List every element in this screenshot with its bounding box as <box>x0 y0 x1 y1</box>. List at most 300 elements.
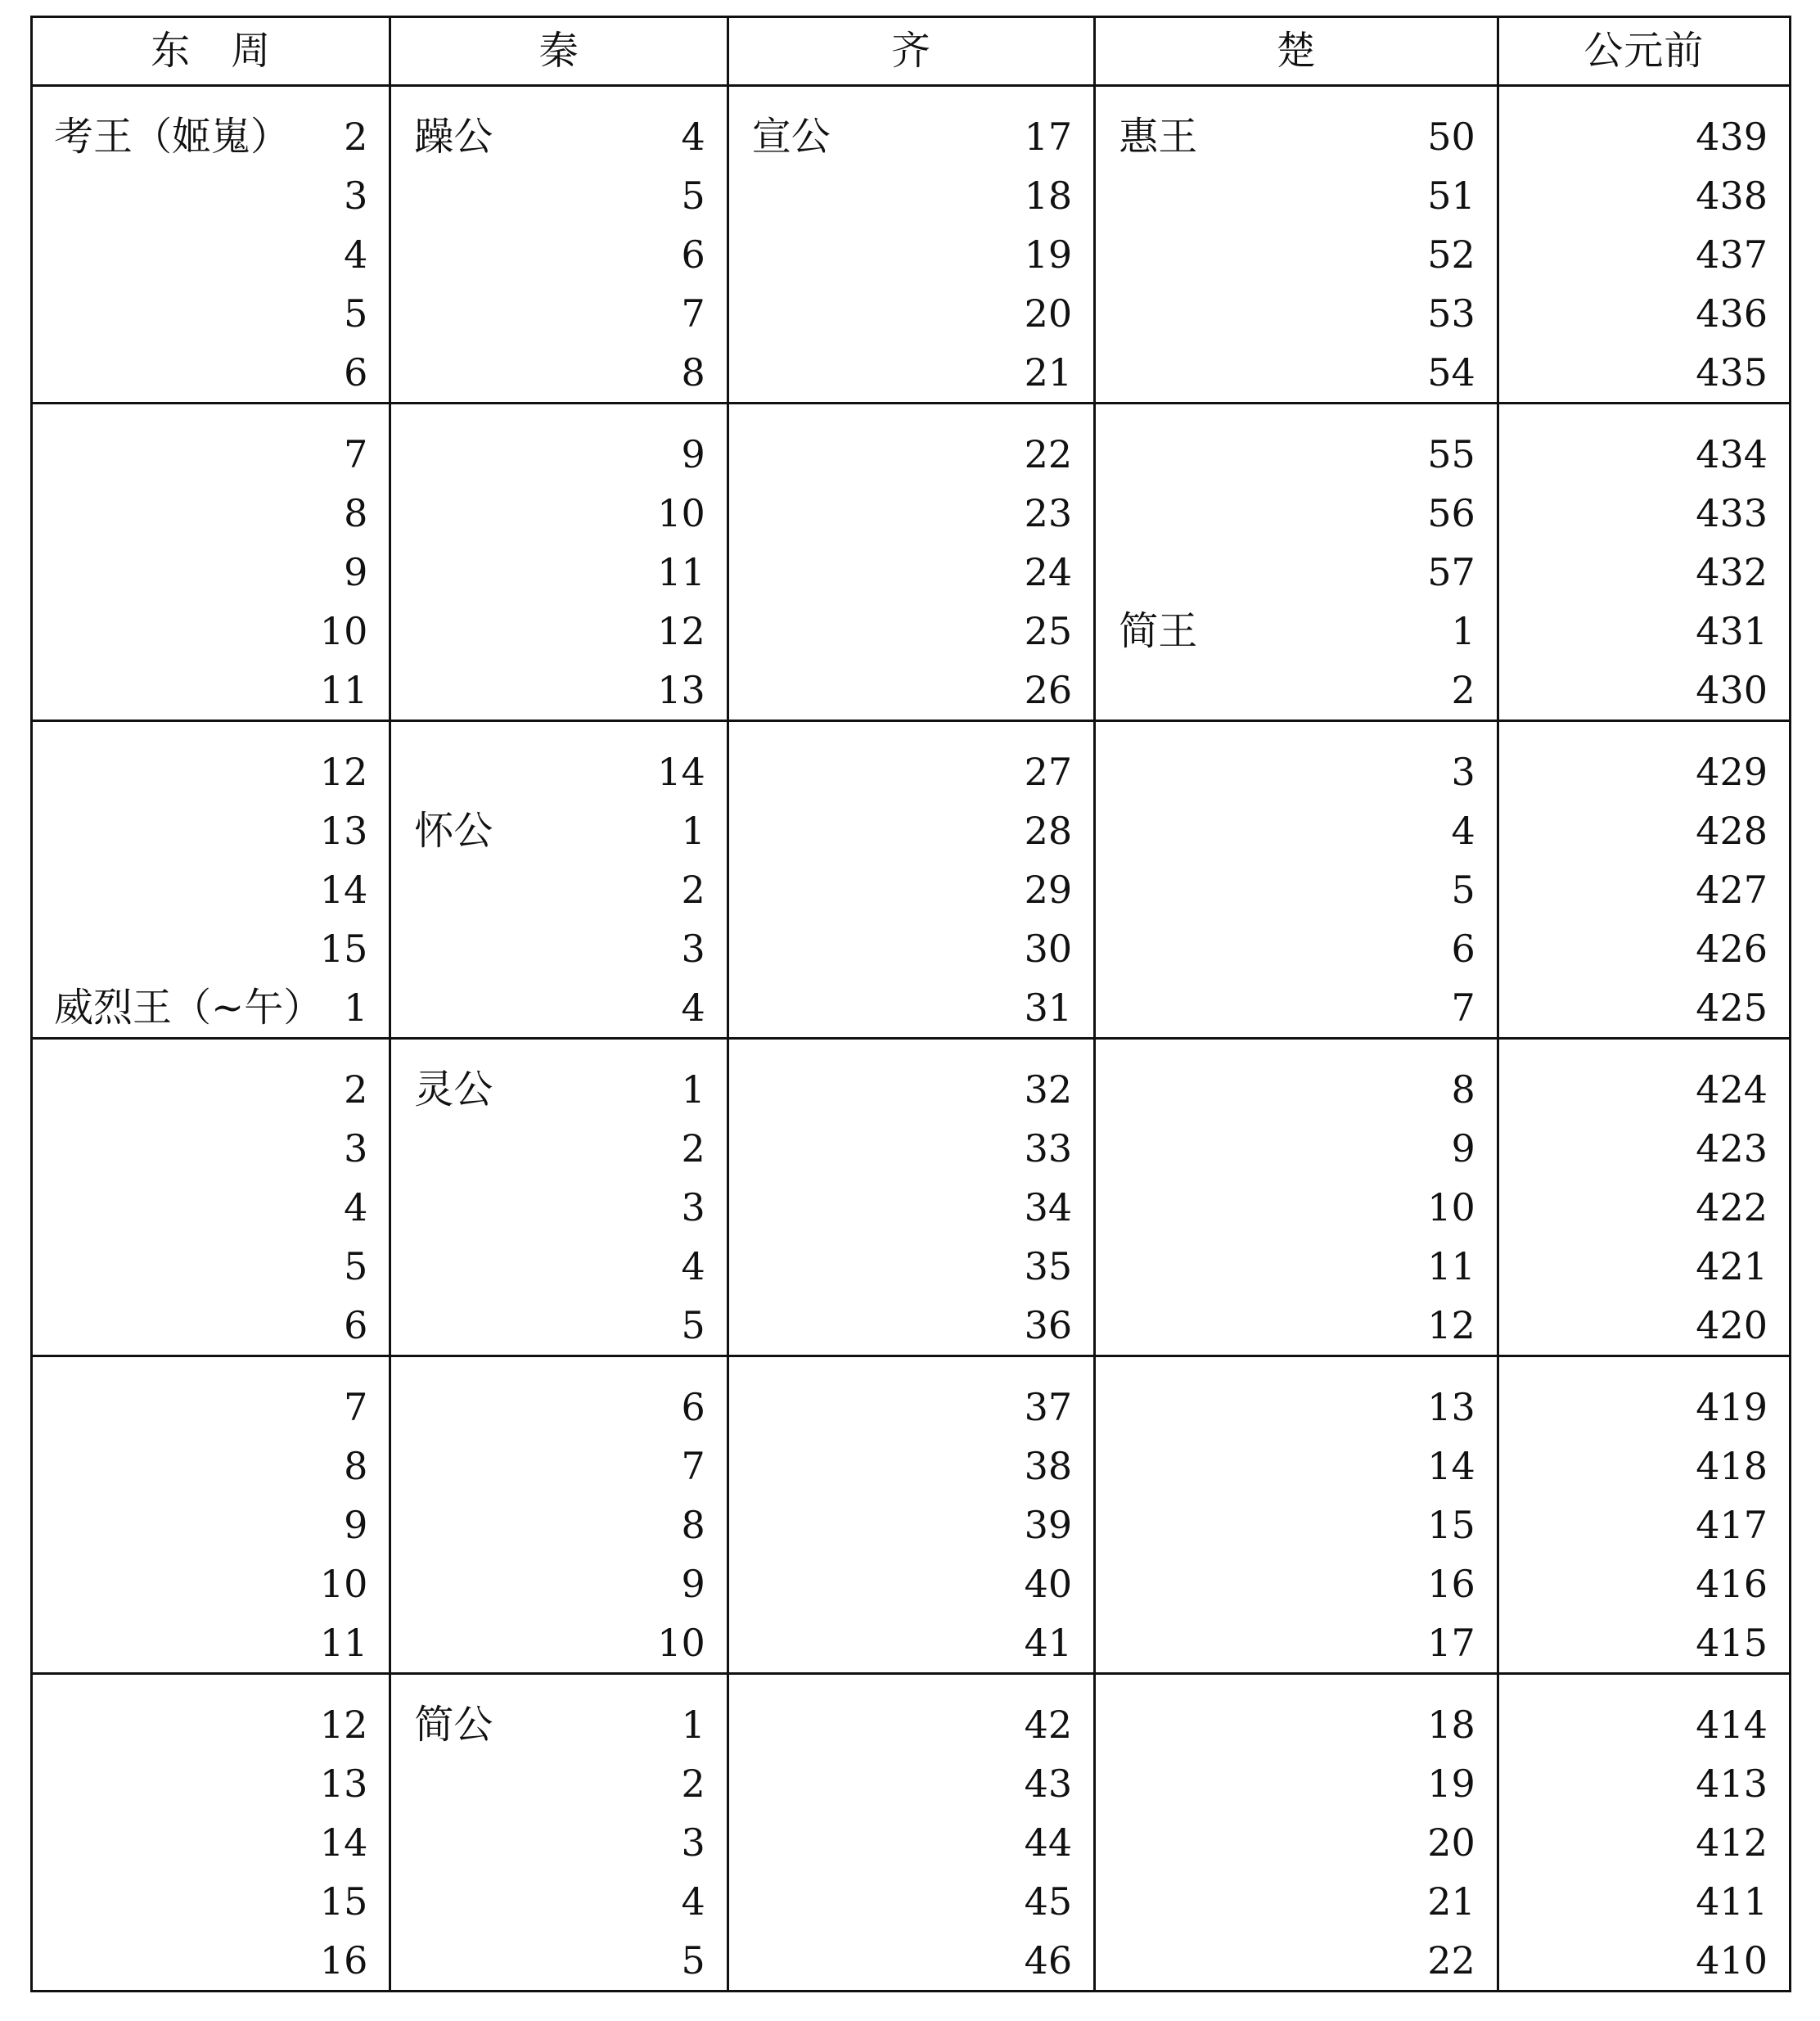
qin-entry <box>391 801 726 860</box>
qin-reign-year: 3 <box>681 1185 705 1229</box>
year-column-cell <box>1498 1674 1790 1992</box>
zhou-entry <box>33 1754 389 1813</box>
qi-column-cell <box>728 1039 1094 1356</box>
zhou-entry <box>33 107 389 166</box>
zhou-reign-year: 6 <box>344 350 368 395</box>
zhou-reign-year: 7 <box>344 432 368 476</box>
qin-entry <box>391 661 726 720</box>
header-qi: 齐 <box>728 17 1094 86</box>
zhou-reign-year: 5 <box>344 1244 368 1288</box>
zhou-entry <box>33 1554 389 1613</box>
qin-reign-year: 1 <box>681 1067 705 1112</box>
chu-reign-year: 56 <box>1427 491 1475 535</box>
chu-reign-year: 19 <box>1427 1762 1475 1806</box>
bce-year-value: 420 <box>1696 1303 1768 1347</box>
qi-reign-year: 33 <box>1024 1126 1073 1171</box>
chu-reign-year: 9 <box>1451 1126 1475 1171</box>
bce-year-value: 410 <box>1696 1938 1768 1983</box>
year-entry <box>1499 1495 1789 1554</box>
chu-entry <box>1096 1695 1497 1754</box>
qin-reign-year: 1 <box>681 809 705 853</box>
chu-ruler-name: 惠王 <box>1119 114 1198 160</box>
qi-entry <box>729 1060 1093 1119</box>
qin-reign-year: 4 <box>681 115 705 159</box>
bce-year-value: 438 <box>1696 174 1768 218</box>
qi-entry <box>729 1237 1093 1296</box>
year-entry <box>1499 1613 1789 1672</box>
qin-entry <box>391 343 726 402</box>
zhou-reign-year: 5 <box>344 291 368 336</box>
year-entry <box>1499 860 1789 919</box>
chu-column-cell <box>1095 86 1498 404</box>
bce-year-value: 418 <box>1696 1444 1768 1488</box>
chu-entry <box>1096 1754 1497 1813</box>
chu-entry <box>1096 1813 1497 1872</box>
chu-entry <box>1096 919 1497 978</box>
zhou-entry <box>33 1119 389 1178</box>
qi-reign-year: 38 <box>1024 1444 1073 1488</box>
qin-entry <box>391 1613 726 1672</box>
year-entry <box>1499 1296 1789 1355</box>
qi-entry <box>729 1695 1093 1754</box>
qi-reign-year: 25 <box>1024 609 1073 653</box>
qi-column-cell <box>728 1356 1094 1674</box>
qin-reign-year: 9 <box>681 1562 705 1606</box>
year-entry <box>1499 1119 1789 1178</box>
qin-reign-year: 2 <box>681 868 705 912</box>
chu-column-cell <box>1095 1039 1498 1356</box>
zhou-reign-year: 10 <box>319 609 368 653</box>
table-group-row <box>32 1674 1791 1992</box>
year-entry <box>1499 1695 1789 1754</box>
qi-entry <box>729 484 1093 543</box>
zhou-reign-year: 14 <box>319 1820 368 1865</box>
zhou-reign-year: 13 <box>319 809 368 853</box>
zhou-entry <box>33 543 389 602</box>
zhou-entry <box>33 1060 389 1119</box>
qi-reign-year: 17 <box>1024 115 1073 159</box>
bce-year-value: 414 <box>1696 1703 1768 1747</box>
year-entry <box>1499 919 1789 978</box>
bce-year-value: 427 <box>1696 868 1768 912</box>
qin-entry <box>391 1495 726 1554</box>
qi-column-cell <box>728 404 1094 721</box>
qin-reign-year: 4 <box>681 1244 705 1288</box>
zhou-reign-year: 11 <box>319 1621 368 1665</box>
zhou-entry <box>33 343 389 402</box>
chu-entry <box>1096 1437 1497 1495</box>
qin-reign-year: 5 <box>681 1303 705 1347</box>
zhou-reign-year: 4 <box>344 1185 368 1229</box>
zhou-reign-year: 14 <box>319 868 368 912</box>
bce-year-value: 424 <box>1696 1067 1768 1112</box>
qin-ruler-name: 简公 <box>414 1702 493 1748</box>
chu-entry <box>1096 1872 1497 1931</box>
zhou-entry <box>33 978 389 1037</box>
year-entry <box>1499 1872 1789 1931</box>
chu-reign-year: 8 <box>1451 1067 1475 1112</box>
qi-reign-year: 24 <box>1024 550 1073 594</box>
chu-column-cell <box>1095 1674 1498 1992</box>
qin-entry <box>391 1178 726 1237</box>
qi-reign-year: 32 <box>1024 1067 1073 1112</box>
qin-entry <box>391 1695 726 1754</box>
zhou-entry <box>33 1178 389 1237</box>
qin-reign-year: 10 <box>657 491 705 535</box>
qi-reign-year: 28 <box>1024 809 1073 853</box>
qin-entry <box>391 1813 726 1872</box>
qin-reign-year: 3 <box>681 927 705 971</box>
chu-column-cell <box>1095 404 1498 721</box>
qin-reign-year: 5 <box>681 174 705 218</box>
year-entry <box>1499 1060 1789 1119</box>
zhou-column-cell <box>32 721 390 1039</box>
qin-entry <box>391 543 726 602</box>
qi-reign-year: 26 <box>1024 668 1073 712</box>
chu-entry <box>1096 1237 1497 1296</box>
year-entry <box>1499 284 1789 343</box>
zhou-entry <box>33 425 389 484</box>
qin-reign-year: 5 <box>681 1938 705 1983</box>
qin-entry <box>391 425 726 484</box>
zhou-entry <box>33 1813 389 1872</box>
zhou-entry <box>33 661 389 720</box>
bce-year-value: 415 <box>1696 1621 1768 1665</box>
chu-reign-year: 5 <box>1451 868 1475 912</box>
chu-entry <box>1096 543 1497 602</box>
qi-reign-year: 44 <box>1024 1820 1073 1865</box>
qi-entry <box>729 860 1093 919</box>
chu-entry <box>1096 801 1497 860</box>
zhou-entry <box>33 1931 389 1990</box>
year-entry <box>1499 801 1789 860</box>
qi-entry <box>729 742 1093 801</box>
qi-column-cell <box>728 86 1094 404</box>
chu-reign-year: 7 <box>1451 986 1475 1030</box>
year-column-cell <box>1498 1356 1790 1674</box>
qi-reign-year: 30 <box>1024 927 1073 971</box>
qin-entry <box>391 284 726 343</box>
zhou-reign-year: 4 <box>344 232 368 277</box>
bce-year-value: 416 <box>1696 1562 1768 1606</box>
chu-reign-year: 10 <box>1427 1185 1475 1229</box>
zhou-reign-year: 1 <box>344 986 368 1030</box>
chu-entry <box>1096 225 1497 284</box>
year-column-cell <box>1498 86 1790 404</box>
year-entry <box>1499 602 1789 661</box>
year-entry <box>1499 1378 1789 1437</box>
year-entry <box>1499 1754 1789 1813</box>
chu-entry <box>1096 978 1497 1037</box>
table-group-row <box>32 1356 1791 1674</box>
chu-reign-year: 50 <box>1427 115 1475 159</box>
chu-entry <box>1096 284 1497 343</box>
chu-reign-year: 18 <box>1427 1703 1475 1747</box>
zhou-entry <box>33 1495 389 1554</box>
chu-entry <box>1096 860 1497 919</box>
qin-ruler-name: 怀公 <box>414 808 493 854</box>
qi-entry <box>729 1872 1093 1931</box>
chu-reign-year: 2 <box>1451 668 1475 712</box>
chu-entry <box>1096 425 1497 484</box>
zhou-reign-year: 13 <box>319 1762 368 1806</box>
table-group-row <box>32 404 1791 721</box>
qi-entry <box>729 543 1093 602</box>
zhou-reign-year: 7 <box>344 1385 368 1429</box>
zhou-reign-year: 9 <box>344 550 368 594</box>
qi-entry <box>729 225 1093 284</box>
chu-entry <box>1096 1060 1497 1119</box>
zhou-column-cell <box>32 1039 390 1356</box>
bce-year-value: 435 <box>1696 350 1768 395</box>
qi-entry <box>729 1178 1093 1237</box>
chu-reign-year: 6 <box>1451 927 1475 971</box>
year-entry <box>1499 543 1789 602</box>
zhou-entry <box>33 742 389 801</box>
qin-entry <box>391 1296 726 1355</box>
zhou-reign-year: 15 <box>319 1879 368 1924</box>
qin-entry <box>391 1931 726 1990</box>
chu-ruler-name: 简王 <box>1119 608 1198 654</box>
qi-column-cell <box>728 721 1094 1039</box>
year-entry <box>1499 484 1789 543</box>
header-chu: 楚 <box>1095 17 1498 86</box>
chu-reign-year: 54 <box>1427 350 1475 395</box>
year-entry <box>1499 978 1789 1037</box>
chu-reign-year: 11 <box>1427 1244 1475 1288</box>
zhou-entry <box>33 801 389 860</box>
qi-entry <box>729 1754 1093 1813</box>
bce-year-value: 411 <box>1696 1879 1768 1924</box>
qi-reign-year: 37 <box>1024 1385 1073 1429</box>
year-entry <box>1499 343 1789 402</box>
chu-entry <box>1096 602 1497 661</box>
year-column-cell <box>1498 721 1790 1039</box>
chu-entry <box>1096 1495 1497 1554</box>
qi-reign-year: 20 <box>1024 291 1073 336</box>
chu-entry <box>1096 1378 1497 1437</box>
qi-entry <box>729 166 1093 225</box>
bce-year-value: 436 <box>1696 291 1768 336</box>
chu-reign-year: 52 <box>1427 232 1475 277</box>
chu-column-cell <box>1095 721 1498 1039</box>
bce-year-value: 413 <box>1696 1762 1768 1806</box>
qi-entry <box>729 1378 1093 1437</box>
bce-year-value: 417 <box>1696 1503 1768 1547</box>
chu-entry <box>1096 661 1497 720</box>
zhou-reign-year: 16 <box>319 1938 368 1983</box>
zhou-reign-year: 2 <box>344 1067 368 1112</box>
year-entry <box>1499 1813 1789 1872</box>
year-entry <box>1499 661 1789 720</box>
zhou-reign-year: 8 <box>344 1444 368 1488</box>
qin-entry <box>391 1119 726 1178</box>
chu-entry <box>1096 1178 1497 1237</box>
qin-column-cell <box>390 86 728 404</box>
qi-reign-year: 31 <box>1024 986 1073 1030</box>
qi-reign-year: 27 <box>1024 750 1073 794</box>
bce-year-value: 429 <box>1696 750 1768 794</box>
zhou-entry <box>33 602 389 661</box>
bce-year-value: 419 <box>1696 1385 1768 1429</box>
chu-reign-year: 22 <box>1427 1938 1475 1983</box>
qin-entry <box>391 1378 726 1437</box>
zhou-column-cell <box>32 1674 390 1992</box>
year-column-cell <box>1498 404 1790 721</box>
qi-entry <box>729 1554 1093 1613</box>
qin-entry <box>391 1437 726 1495</box>
chu-entry <box>1096 343 1497 402</box>
bce-year-value: 439 <box>1696 115 1768 159</box>
qi-entry <box>729 602 1093 661</box>
chronology-table <box>30 16 1791 1992</box>
bce-year-value: 428 <box>1696 809 1768 853</box>
zhou-reign-year: 12 <box>319 1703 368 1747</box>
qin-reign-year: 6 <box>681 232 705 277</box>
chu-reign-year: 55 <box>1427 432 1475 476</box>
bce-year-value: 425 <box>1696 986 1768 1030</box>
qi-column-cell <box>728 1674 1094 1992</box>
zhou-entry <box>33 1695 389 1754</box>
chu-entry <box>1096 1554 1497 1613</box>
qin-column-cell <box>390 1674 728 1992</box>
qin-reign-year: 4 <box>681 986 705 1030</box>
header-dong-zhou: 东 周 <box>32 17 390 86</box>
chu-reign-year: 12 <box>1427 1303 1475 1347</box>
chu-column-cell <box>1095 1356 1498 1674</box>
bce-year-value: 422 <box>1696 1185 1768 1229</box>
zhou-entry <box>33 919 389 978</box>
bce-year-value: 434 <box>1696 432 1768 476</box>
chu-reign-year: 16 <box>1427 1562 1475 1606</box>
qi-entry <box>729 1931 1093 1990</box>
qin-reign-year: 6 <box>681 1385 705 1429</box>
bce-year-value: 421 <box>1696 1244 1768 1288</box>
qi-reign-year: 23 <box>1024 491 1073 535</box>
qin-entry <box>391 1554 726 1613</box>
qin-reign-year: 10 <box>657 1621 705 1665</box>
qin-reign-year: 2 <box>681 1126 705 1171</box>
qi-entry <box>729 107 1093 166</box>
year-entry <box>1499 1237 1789 1296</box>
bce-year-value: 437 <box>1696 232 1768 277</box>
year-entry <box>1499 1178 1789 1237</box>
zhou-column-cell <box>32 404 390 721</box>
bce-year-value: 433 <box>1696 491 1768 535</box>
qin-reign-year: 2 <box>681 1762 705 1806</box>
qi-reign-year: 35 <box>1024 1244 1073 1288</box>
qin-reign-year: 9 <box>681 432 705 476</box>
qi-reign-year: 45 <box>1024 1879 1073 1924</box>
qin-ruler-name: 躁公 <box>414 114 493 160</box>
bce-year-value: 432 <box>1696 550 1768 594</box>
qin-reign-year: 8 <box>681 350 705 395</box>
qin-entry <box>391 919 726 978</box>
qin-column-cell <box>390 1039 728 1356</box>
qin-entry <box>391 742 726 801</box>
chu-reign-year: 17 <box>1427 1621 1475 1665</box>
zhou-entry <box>33 1378 389 1437</box>
qi-entry <box>729 425 1093 484</box>
qin-entry <box>391 1872 726 1931</box>
zhou-column-cell <box>32 1356 390 1674</box>
zhou-entry <box>33 1872 389 1931</box>
qi-reign-year: 18 <box>1024 174 1073 218</box>
year-entry <box>1499 425 1789 484</box>
qin-reign-year: 3 <box>681 1820 705 1865</box>
bce-year-value: 431 <box>1696 609 1768 653</box>
bce-year-value: 412 <box>1696 1820 1768 1865</box>
qi-entry <box>729 919 1093 978</box>
qin-entry <box>391 602 726 661</box>
qin-reign-year: 7 <box>681 291 705 336</box>
qin-ruler-name: 灵公 <box>414 1067 493 1112</box>
zhou-entry <box>33 225 389 284</box>
zhou-entry <box>33 1613 389 1672</box>
qi-reign-year: 42 <box>1024 1703 1073 1747</box>
year-entry <box>1499 225 1789 284</box>
qin-entry <box>391 978 726 1037</box>
qin-reign-year: 4 <box>681 1879 705 1924</box>
year-entry <box>1499 1437 1789 1495</box>
zhou-entry <box>33 1437 389 1495</box>
year-entry <box>1499 742 1789 801</box>
qi-reign-year: 46 <box>1024 1938 1073 1983</box>
table-group-row <box>32 86 1791 404</box>
qi-reign-year: 40 <box>1024 1562 1073 1606</box>
qi-reign-year: 22 <box>1024 432 1073 476</box>
qi-entry <box>729 1495 1093 1554</box>
qin-column-cell <box>390 721 728 1039</box>
bce-year-value: 423 <box>1696 1126 1768 1171</box>
header-gongyuanqian: 公元前 <box>1498 17 1790 86</box>
chu-reign-year: 14 <box>1427 1444 1475 1488</box>
qin-entry <box>391 107 726 166</box>
qi-reign-year: 34 <box>1024 1185 1073 1229</box>
bce-year-value: 426 <box>1696 927 1768 971</box>
chu-reign-year: 21 <box>1427 1879 1475 1924</box>
zhou-reign-year: 3 <box>344 1126 368 1171</box>
year-entry <box>1499 107 1789 166</box>
qin-entry <box>391 1237 726 1296</box>
qi-reign-year: 43 <box>1024 1762 1073 1806</box>
chu-entry <box>1096 484 1497 543</box>
chu-reign-year: 20 <box>1427 1820 1475 1865</box>
qi-entry <box>729 1437 1093 1495</box>
table-group-row <box>32 721 1791 1039</box>
qin-entry <box>391 225 726 284</box>
qin-reign-year: 1 <box>681 1703 705 1747</box>
zhou-reign-year: 8 <box>344 491 368 535</box>
zhou-column-cell <box>32 86 390 404</box>
zhou-ruler-name: 考王（姬嵬） <box>54 114 291 160</box>
header-qin: 秦 <box>390 17 728 86</box>
chu-reign-year: 57 <box>1427 550 1475 594</box>
year-entry <box>1499 1931 1789 1990</box>
qin-entry <box>391 166 726 225</box>
qi-entry <box>729 284 1093 343</box>
zhou-entry <box>33 166 389 225</box>
qi-reign-year: 41 <box>1024 1621 1073 1665</box>
table-body <box>32 17 1791 1992</box>
year-entry <box>1499 1554 1789 1613</box>
table-group-row <box>32 1039 1791 1356</box>
zhou-reign-year: 6 <box>344 1303 368 1347</box>
chu-reign-year: 51 <box>1427 174 1475 218</box>
header-row <box>32 17 1791 86</box>
qi-entry <box>729 343 1093 402</box>
chu-reign-year: 53 <box>1427 291 1475 336</box>
